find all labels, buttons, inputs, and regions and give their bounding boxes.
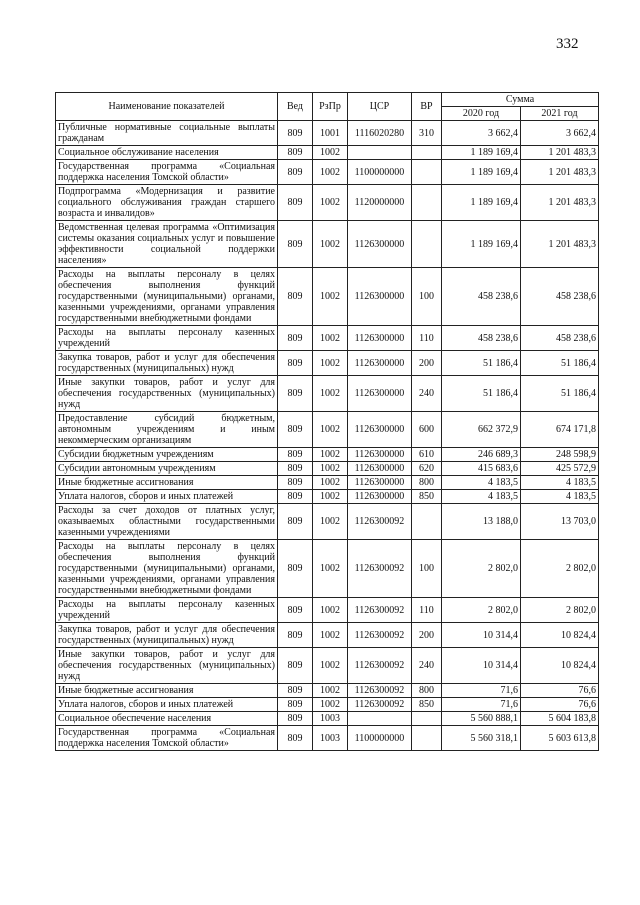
row-sum-2020: 1 189 169,4: [442, 221, 521, 268]
row-vr: 610: [412, 448, 442, 462]
row-csr: 1126300000: [348, 221, 412, 268]
table-row: [56, 712, 599, 726]
row-rzpr: 1002: [313, 598, 348, 623]
row-rzpr: 1002: [313, 648, 348, 684]
row-name: Расходы на выплаты персоналу казенных учреждений: [56, 598, 278, 623]
row-rzpr: 1002: [313, 490, 348, 504]
table-row: [56, 326, 599, 351]
row-ved: 809: [278, 146, 313, 160]
table-row: [56, 448, 599, 462]
header-2020: 2020 год: [442, 107, 521, 121]
row-csr: 1126300092: [348, 504, 412, 540]
row-vr: [412, 160, 442, 185]
row-vr: 240: [412, 648, 442, 684]
row-ved: 809: [278, 504, 313, 540]
row-name: Предоставление субсидий бюджетным, автономным учреждениям и иным некоммерческим организациям: [56, 412, 278, 448]
page-number: 332: [556, 36, 579, 52]
row-vr: [412, 726, 442, 751]
row-rzpr: 1002: [313, 684, 348, 698]
row-vr: 240: [412, 376, 442, 412]
table-row: [56, 540, 599, 598]
row-rzpr: 1002: [313, 540, 348, 598]
row-name: Уплата налогов, сборов и иных платежей: [56, 490, 278, 504]
row-rzpr: 1002: [313, 476, 348, 490]
header-vr: ВР: [412, 93, 442, 121]
row-csr: 1126300092: [348, 648, 412, 684]
table-row: [56, 462, 599, 476]
row-name: Закупка товаров, работ и услуг для обеспечения государственных (муниципальных) нужд: [56, 623, 278, 648]
header-rzpr: РзПр: [313, 93, 348, 121]
row-rzpr: 1002: [313, 623, 348, 648]
row-sum-2021: 10 824,4: [521, 648, 599, 684]
row-vr: 310: [412, 121, 442, 146]
row-sum-2020: 4 183,5: [442, 490, 521, 504]
row-ved: 809: [278, 185, 313, 221]
table-row: [56, 146, 599, 160]
table-row: [56, 376, 599, 412]
header-ved: Вед: [278, 93, 313, 121]
row-ved: 809: [278, 412, 313, 448]
row-sum-2021: 1 201 483,3: [521, 160, 599, 185]
row-ved: 809: [278, 540, 313, 598]
budget-table: [55, 92, 599, 751]
row-ved: 809: [278, 598, 313, 623]
row-rzpr: 1002: [313, 376, 348, 412]
row-vr: 620: [412, 462, 442, 476]
row-ved: 809: [278, 648, 313, 684]
row-vr: 100: [412, 268, 442, 326]
row-csr: 1126300000: [348, 268, 412, 326]
row-csr: [348, 146, 412, 160]
row-vr: 200: [412, 351, 442, 376]
row-ved: 809: [278, 448, 313, 462]
row-name: Расходы на выплаты персоналу в целях обеспечения выполнения функций государственными (муниципальными) органами, казенными учреждениями, органами управления государственными внебюджетными фондами: [56, 268, 278, 326]
row-vr: 600: [412, 412, 442, 448]
row-sum-2020: 458 238,6: [442, 326, 521, 351]
row-rzpr: 1002: [313, 268, 348, 326]
row-vr: 200: [412, 623, 442, 648]
row-vr: [412, 221, 442, 268]
row-sum-2020: 246 689,3: [442, 448, 521, 462]
row-csr: 1126300000: [348, 412, 412, 448]
row-sum-2021: 3 662,4: [521, 121, 599, 146]
row-name: Государственная программа «Социальная поддержка населения Томской области»: [56, 726, 278, 751]
row-rzpr: 1002: [313, 698, 348, 712]
row-rzpr: 1002: [313, 504, 348, 540]
row-ved: 809: [278, 462, 313, 476]
row-sum-2021: 13 703,0: [521, 504, 599, 540]
table-row: [56, 490, 599, 504]
row-csr: 1126300000: [348, 351, 412, 376]
table-row: [56, 504, 599, 540]
row-rzpr: 1003: [313, 726, 348, 751]
row-name: Уплата налогов, сборов и иных платежей: [56, 698, 278, 712]
row-name: Публичные нормативные социальные выплаты гражданам: [56, 121, 278, 146]
row-csr: 1126300000: [348, 326, 412, 351]
row-rzpr: 1001: [313, 121, 348, 146]
row-sum-2021: 10 824,4: [521, 623, 599, 648]
row-sum-2021: 425 572,9: [521, 462, 599, 476]
table-row: [56, 160, 599, 185]
row-ved: 809: [278, 698, 313, 712]
row-vr: 100: [412, 540, 442, 598]
row-name: Расходы на выплаты персоналу казенных учреждений: [56, 326, 278, 351]
row-rzpr: 1002: [313, 185, 348, 221]
row-sum-2021: 2 802,0: [521, 540, 599, 598]
table-row: [56, 351, 599, 376]
table-body: [56, 121, 599, 751]
row-ved: 809: [278, 268, 313, 326]
row-name: Социальное обслуживание населения: [56, 146, 278, 160]
row-csr: 1126300092: [348, 623, 412, 648]
row-csr: 1126300092: [348, 698, 412, 712]
row-csr: 1126300000: [348, 462, 412, 476]
row-sum-2020: 662 372,9: [442, 412, 521, 448]
header-summa: Сумма: [442, 93, 599, 107]
table-row: [56, 698, 599, 712]
row-ved: 809: [278, 221, 313, 268]
row-sum-2020: 71,6: [442, 684, 521, 698]
row-sum-2020: 2 802,0: [442, 540, 521, 598]
row-vr: 800: [412, 684, 442, 698]
row-sum-2020: 1 189 169,4: [442, 185, 521, 221]
row-sum-2021: 51 186,4: [521, 376, 599, 412]
row-name: Ведомственная целевая программа «Оптимизация системы оказания социальных услуг и повышение эффективности социальной поддержки населения»: [56, 221, 278, 268]
row-ved: 809: [278, 160, 313, 185]
row-sum-2020: 458 238,6: [442, 268, 521, 326]
row-sum-2020: 51 186,4: [442, 376, 521, 412]
row-name: Подпрограмма «Модернизация и развитие социального обслуживания граждан старшего возраста и инвалидов»: [56, 185, 278, 221]
row-csr: 1126300000: [348, 476, 412, 490]
table-row: [56, 121, 599, 146]
row-sum-2020: 2 802,0: [442, 598, 521, 623]
row-sum-2021: 76,6: [521, 698, 599, 712]
table-row: [56, 648, 599, 684]
row-sum-2021: 4 183,5: [521, 476, 599, 490]
row-name: Расходы за счет доходов от платных услуг, оказываемых областными государственными казенными учреждениями: [56, 504, 278, 540]
row-vr: [412, 504, 442, 540]
row-ved: 809: [278, 326, 313, 351]
row-name: Расходы на выплаты персоналу в целях обеспечения выполнения функций государственными (муниципальными) органами, казенными учреждениями, органами управления государственными внебюджетными фондами: [56, 540, 278, 598]
row-sum-2020: 3 662,4: [442, 121, 521, 146]
row-sum-2021: 76,6: [521, 684, 599, 698]
row-sum-2021: 458 238,6: [521, 326, 599, 351]
row-name: Закупка товаров, работ и услуг для обеспечения государственных (муниципальных) нужд: [56, 351, 278, 376]
row-csr: 1126300000: [348, 376, 412, 412]
row-csr: [348, 712, 412, 726]
row-sum-2021: 4 183,5: [521, 490, 599, 504]
table-row: [56, 623, 599, 648]
row-sum-2021: 1 201 483,3: [521, 146, 599, 160]
row-sum-2020: 51 186,4: [442, 351, 521, 376]
row-rzpr: 1002: [313, 326, 348, 351]
row-vr: [412, 712, 442, 726]
row-sum-2021: 2 802,0: [521, 598, 599, 623]
row-ved: 809: [278, 712, 313, 726]
row-sum-2020: 1 189 169,4: [442, 160, 521, 185]
row-csr: 1116020280: [348, 121, 412, 146]
table-row: [56, 684, 599, 698]
row-sum-2021: 674 171,8: [521, 412, 599, 448]
row-ved: 809: [278, 376, 313, 412]
row-ved: 809: [278, 684, 313, 698]
row-vr: 850: [412, 698, 442, 712]
row-sum-2020: 5 560 318,1: [442, 726, 521, 751]
row-rzpr: 1002: [313, 146, 348, 160]
row-rzpr: 1002: [313, 448, 348, 462]
row-sum-2021: 458 238,6: [521, 268, 599, 326]
header-name: Наименование показателей: [56, 93, 278, 121]
row-sum-2020: 415 683,6: [442, 462, 521, 476]
row-name: Субсидии бюджетным учреждениям: [56, 448, 278, 462]
row-sum-2021: 1 201 483,3: [521, 221, 599, 268]
table-row: [56, 185, 599, 221]
row-vr: [412, 185, 442, 221]
row-vr: 110: [412, 598, 442, 623]
row-vr: 110: [412, 326, 442, 351]
row-ved: 809: [278, 121, 313, 146]
table-header-row: [56, 93, 599, 107]
row-name: Иные бюджетные ассигнования: [56, 684, 278, 698]
row-ved: 809: [278, 490, 313, 504]
row-sum-2020: 4 183,5: [442, 476, 521, 490]
row-vr: [412, 146, 442, 160]
row-csr: 1126300092: [348, 598, 412, 623]
table-row: [56, 221, 599, 268]
row-sum-2021: 51 186,4: [521, 351, 599, 376]
row-csr: 1120000000: [348, 185, 412, 221]
row-ved: 809: [278, 726, 313, 751]
row-vr: 800: [412, 476, 442, 490]
row-vr: 850: [412, 490, 442, 504]
table-row: [56, 598, 599, 623]
row-sum-2020: 1 189 169,4: [442, 146, 521, 160]
row-name: Иные бюджетные ассигнования: [56, 476, 278, 490]
row-name: Иные закупки товаров, работ и услуг для обеспечения государственных (муниципальных) нужд: [56, 648, 278, 684]
row-csr: 1126300000: [348, 448, 412, 462]
row-ved: 809: [278, 476, 313, 490]
row-csr: 1126300092: [348, 540, 412, 598]
row-sum-2020: 10 314,4: [442, 623, 521, 648]
row-rzpr: 1002: [313, 351, 348, 376]
row-sum-2021: 5 604 183,8: [521, 712, 599, 726]
row-ved: 809: [278, 351, 313, 376]
table-row: [56, 476, 599, 490]
row-name: Субсидии автономным учреждениям: [56, 462, 278, 476]
row-rzpr: 1002: [313, 412, 348, 448]
row-sum-2021: 5 603 613,8: [521, 726, 599, 751]
row-sum-2020: 5 560 888,1: [442, 712, 521, 726]
row-name: Иные закупки товаров, работ и услуг для обеспечения государственных (муниципальных) нужд: [56, 376, 278, 412]
row-sum-2020: 71,6: [442, 698, 521, 712]
header-csr: ЦСР: [348, 93, 412, 121]
row-sum-2020: 10 314,4: [442, 648, 521, 684]
row-name: Социальное обеспечение населения: [56, 712, 278, 726]
row-ved: 809: [278, 623, 313, 648]
row-rzpr: 1003: [313, 712, 348, 726]
table-row: [56, 268, 599, 326]
table-row: [56, 726, 599, 751]
row-name: Государственная программа «Социальная поддержка населения Томской области»: [56, 160, 278, 185]
row-sum-2021: 1 201 483,3: [521, 185, 599, 221]
row-csr: 1100000000: [348, 726, 412, 751]
row-csr: 1126300000: [348, 490, 412, 504]
row-csr: 1100000000: [348, 160, 412, 185]
row-rzpr: 1002: [313, 221, 348, 268]
header-2021: 2021 год: [521, 107, 599, 121]
row-rzpr: 1002: [313, 462, 348, 476]
row-csr: 1126300092: [348, 684, 412, 698]
row-sum-2021: 248 598,9: [521, 448, 599, 462]
row-rzpr: 1002: [313, 160, 348, 185]
table-row: [56, 412, 599, 448]
row-sum-2020: 13 188,0: [442, 504, 521, 540]
